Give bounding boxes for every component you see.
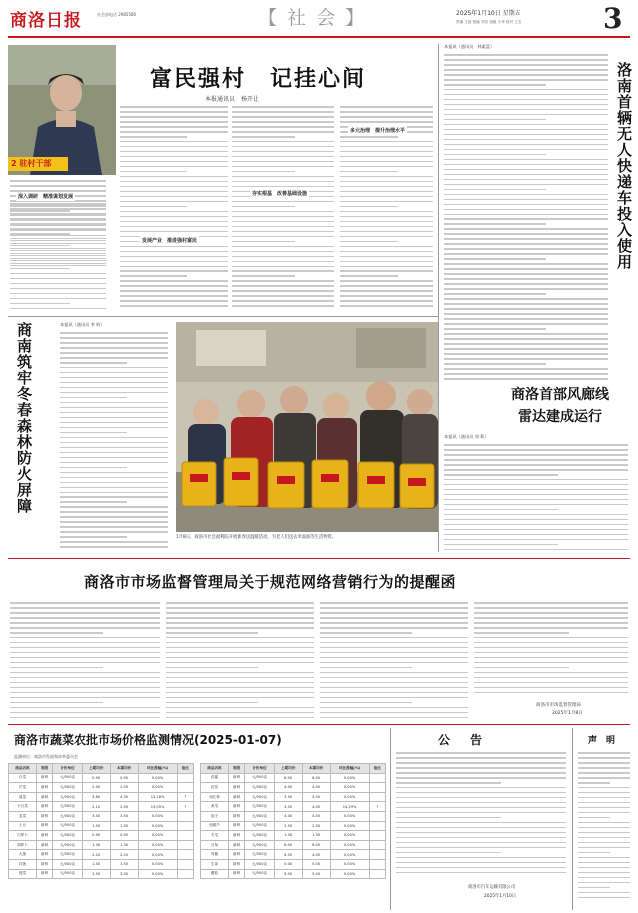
table-cell: 2.20 [110, 850, 138, 860]
table-cell: 0.90 [82, 773, 110, 783]
village-cadre-portrait [8, 45, 116, 175]
table-cell: 0.00% [330, 831, 369, 841]
notice-col1 [10, 602, 160, 722]
table-cell: 大葱 [9, 850, 37, 860]
table-cell: 0.00% [138, 840, 177, 850]
right-header-4: 本期均价 [302, 764, 330, 774]
table-cell: 新鲜 [228, 811, 244, 821]
table-cell: 0.00% [330, 840, 369, 850]
right-header-3: 上期均价 [274, 764, 302, 774]
table-cell: 3.50 [274, 792, 302, 802]
table-cell: 0.00% [330, 850, 369, 860]
table-cell: 3.50 [302, 792, 330, 802]
table-cell: 生姜 [201, 859, 229, 869]
table-row [201, 859, 386, 869]
table-cell: 元/500克 [53, 811, 82, 821]
table-cell: 元/500克 [245, 869, 274, 879]
table-cell: 0.00% [138, 831, 177, 841]
table-row [9, 811, 194, 821]
table-cell: 茄子 [201, 811, 229, 821]
main-article-col4 [340, 106, 433, 311]
table-cell [177, 831, 193, 841]
welfare-home-photo [176, 322, 438, 532]
announcement-date: 2025年1月10日 [484, 894, 517, 899]
table-cell: 韭菜 [9, 811, 37, 821]
table-row [201, 783, 386, 793]
table-cell: 5.00 [274, 859, 302, 869]
table-cell: 西葫芦 [201, 821, 229, 831]
table-cell [369, 859, 385, 869]
table-cell: 元/500克 [245, 840, 274, 850]
table-cell: 元/500克 [53, 850, 82, 860]
table-cell: 1.50 [110, 821, 138, 831]
table-cell: 2.50 [274, 821, 302, 831]
table-cell: 元/500克 [245, 831, 274, 841]
table-cell: 新鲜 [228, 821, 244, 831]
table-cell [369, 792, 385, 802]
table-cell: 黄瓜 [201, 802, 229, 812]
table-row [201, 792, 386, 802]
forest-article-text [60, 332, 168, 554]
table-cell: 蒜薹 [201, 773, 229, 783]
table-cell: 元/500克 [245, 821, 274, 831]
table-cell: 2.10 [82, 802, 110, 812]
table-row [9, 831, 194, 841]
corridor-article-text [444, 444, 628, 552]
table-row [9, 792, 194, 802]
statement-divider [572, 728, 573, 910]
table-cell [369, 840, 385, 850]
table-cell: ↑ [369, 802, 385, 812]
table-cell: 3.50 [82, 869, 110, 879]
photo-caption: 1月8日，商洛市社会福利院开展新春送温暖活动，为老人们送去米面油等生活物资。 [176, 535, 337, 540]
table-cell: 蘑菇 [201, 869, 229, 879]
left-header-4: 本期均价 [110, 764, 138, 774]
subhead-research: 深入调研 精准谋划发展 [18, 194, 74, 200]
table-cell: 1.50 [110, 859, 138, 869]
table-cell: 元/500克 [53, 831, 82, 841]
table-cell: 3.50 [110, 811, 138, 821]
table-cell: 6.00 [302, 773, 330, 783]
left-header-2: 计价单位 [53, 764, 82, 774]
table-cell: 6.00 [302, 840, 330, 850]
table-cell: 元/500克 [53, 840, 82, 850]
table-cell: 元/500克 [53, 773, 82, 783]
table-cell: 0.00% [330, 792, 369, 802]
table-row [9, 859, 194, 869]
announcement-signature: 商洛市汽车运输有限公司 [468, 885, 516, 890]
announcement-title: 公 告 [438, 733, 487, 747]
subhead-industry: 发展产业 推进强村富民 [142, 238, 198, 244]
table-row [201, 802, 386, 812]
table-cell: 新鲜 [36, 783, 52, 793]
section-title: 【 社 会 】 [258, 7, 367, 29]
table-cell: 新鲜 [228, 869, 244, 879]
table-cell: 0.00% [330, 869, 369, 879]
table-row [201, 811, 386, 821]
left-header-5: 环比涨幅(%) [138, 764, 177, 774]
table-cell: 2.00 [110, 783, 138, 793]
table-cell: 元/500克 [245, 850, 274, 860]
table-cell: 0.00% [138, 850, 177, 860]
table-cell: 芹菜 [9, 783, 37, 793]
price-table-title: 商洛市蔬菜农批市场价格监测情况(2025-01-07) [14, 733, 282, 747]
table-row [9, 850, 194, 860]
table-cell: 菠菜 [9, 792, 37, 802]
table-cell: 元/500克 [53, 869, 82, 879]
table-cell: 新鲜 [36, 821, 52, 831]
right-header-6: 备注 [369, 764, 385, 774]
table-cell [177, 821, 193, 831]
table-cell: 1.50 [82, 859, 110, 869]
table-cell [369, 831, 385, 841]
table-cell: 土豆 [9, 821, 37, 831]
table-row [9, 821, 194, 831]
table-cell: 2.00 [82, 783, 110, 793]
table-row [9, 802, 194, 812]
table-row [201, 840, 386, 850]
table-cell: 元/500克 [53, 792, 82, 802]
notice-col2 [166, 602, 314, 722]
table-cell: 0.90 [82, 831, 110, 841]
table-cell: 西红柿 [201, 792, 229, 802]
table-cell: 元/500克 [245, 802, 274, 812]
table-cell: 胡萝卜 [9, 840, 37, 850]
table-cell: 1.50 [82, 821, 110, 831]
masthead-editors: 责编 王茹 校编 刘芳 组版 小华 校对 王宝 [456, 20, 522, 24]
masthead [0, 0, 638, 38]
table-cell: 5.00 [302, 859, 330, 869]
table-cell: 1.30 [302, 831, 330, 841]
notice-headline: 商洛市市场监督管理局关于规范网络营销行为的提醒函 [84, 573, 457, 591]
table-cell [177, 783, 193, 793]
table-cell: 0.00% [330, 859, 369, 869]
masthead-rule [8, 36, 630, 38]
table-cell: 新鲜 [36, 802, 52, 812]
table-cell: 莲菜 [9, 869, 37, 879]
table-cell [369, 773, 385, 783]
table-cell: 元/500克 [53, 859, 82, 869]
table-cell: 3.50 [110, 869, 138, 879]
table-cell: 元/500克 [245, 792, 274, 802]
table-cell: 元/500克 [53, 821, 82, 831]
main-headline: 富民强村 记挂心间 [150, 67, 367, 92]
table-cell: 4.00 [302, 783, 330, 793]
table-cell: 小白菜 [9, 802, 37, 812]
table-cell: 新鲜 [36, 840, 52, 850]
statement-text [578, 752, 630, 902]
page-number: 3 [603, 2, 623, 35]
delivery-byline: 本报讯（通讯员 林素蓝） [444, 44, 495, 49]
main-article-col2 [120, 106, 228, 311]
table-cell [369, 869, 385, 879]
table-cell: 0.00% [138, 859, 177, 869]
corridor-headline: 商洛首部风廊线雷达建成运行 [511, 387, 609, 425]
table-cell: 1.30 [82, 840, 110, 850]
table-cell: 0.00% [138, 869, 177, 879]
table-cell: 新鲜 [36, 859, 52, 869]
table-cell: 14.29% [330, 802, 369, 812]
table-cell [177, 869, 193, 879]
right-header-1: 等级 [228, 764, 244, 774]
table-cell: 元/500克 [53, 783, 82, 793]
table-cell: 0.00% [330, 773, 369, 783]
main-article-col1 [10, 203, 106, 313]
table-cell [177, 840, 193, 850]
table-cell: 豆角 [201, 840, 229, 850]
left-header-6: 备注 [177, 764, 193, 774]
right-header-5: 环比涨幅(%) [330, 764, 369, 774]
table-cell [177, 859, 193, 869]
issue-date: 2025年1月10日 星期五 [456, 10, 521, 17]
table-cell: 0.00% [330, 783, 369, 793]
table-cell: 蒜苗 [201, 783, 229, 793]
statement-title: 声 明 [588, 736, 616, 746]
table-row [201, 821, 386, 831]
table-cell: 0.00% [330, 811, 369, 821]
notice-col4 [474, 602, 628, 698]
table-row [9, 869, 194, 879]
notice-date: 2025年1月8日 [552, 711, 583, 716]
table-cell: 新鲜 [36, 792, 52, 802]
table-row [9, 840, 194, 850]
table-cell: 0.90 [110, 773, 138, 783]
table-cell: 5.00 [302, 869, 330, 879]
table-cell: 4.00 [302, 850, 330, 860]
table-cell: 新鲜 [36, 869, 52, 879]
table-cell: 4.00 [302, 802, 330, 812]
table-cell: 6.00 [274, 773, 302, 783]
table-row [201, 869, 386, 879]
table-cell: 白菜 [9, 773, 37, 783]
table-cell: 新鲜 [228, 792, 244, 802]
newspaper-logo: 商洛日报 [10, 11, 82, 31]
table-cell: 2.50 [110, 802, 138, 812]
delivery-article-text [444, 54, 608, 384]
table-cell: 0.00% [330, 821, 369, 831]
table-cell: 0.00% [138, 773, 177, 783]
forest-byline: 本报讯（通讯员 李 昀） [60, 322, 105, 327]
table-row [9, 773, 194, 783]
table-cell [177, 850, 193, 860]
table-cell: 4.30 [110, 792, 138, 802]
forest-divider [8, 316, 438, 317]
table-cell: 0.00% [138, 811, 177, 821]
table-cell [177, 773, 193, 783]
table-cell: 0.90 [110, 831, 138, 841]
table-cell: 0.00% [138, 783, 177, 793]
left-header-3: 上期均价 [82, 764, 110, 774]
price-table-subtitle: 监测单位：商洛市发展和改革委员会 [14, 754, 78, 759]
table-cell: 4.00 [274, 850, 302, 860]
notice-col3 [320, 602, 468, 722]
left-header-1: 等级 [36, 764, 52, 774]
table-cell: 13.16% [138, 792, 177, 802]
table-cell: 元/500克 [245, 783, 274, 793]
table-cell: 19.05% [138, 802, 177, 812]
table-cell: 元/500克 [53, 802, 82, 812]
table-cell: 3.80 [82, 792, 110, 802]
table-top-rule [8, 724, 630, 725]
price-table-left [8, 763, 194, 879]
forest-headline: 商南筑牢冬春森林防火屏障 [15, 322, 33, 514]
table-cell: 2.20 [82, 850, 110, 860]
table-cell: 元/500克 [245, 773, 274, 783]
delivery-headline: 洛南首辆无人快递车投入使用 [615, 62, 633, 270]
table-cell: 新鲜 [36, 773, 52, 783]
corridor-byline: 本报讯（通讯员 刘 莉） [444, 434, 489, 439]
table-cell: 元/500克 [245, 811, 274, 821]
price-table-right [200, 763, 386, 879]
table-cell: 元/500克 [245, 859, 274, 869]
main-article-col3 [232, 106, 334, 311]
table-cell: 新鲜 [228, 802, 244, 812]
table-cell: 新鲜 [228, 783, 244, 793]
table-row [201, 831, 386, 841]
table-cell: 新鲜 [228, 850, 244, 860]
table-cell: 4.00 [274, 811, 302, 821]
table-row [201, 850, 386, 860]
table-cell: 0.00% [138, 821, 177, 831]
table-cell: 1.30 [274, 831, 302, 841]
table-cell: 1.30 [110, 840, 138, 850]
subhead-infrastructure: 夯实根基 改善基础设施 [252, 191, 308, 197]
main-byline: 本报通讯员 杨开让 [205, 96, 260, 103]
table-row [201, 773, 386, 783]
table-cell: 新鲜 [228, 831, 244, 841]
right-header-0: 商品名称 [201, 764, 229, 774]
table-row [9, 783, 194, 793]
table-cell: 新鲜 [228, 840, 244, 850]
notice-signature: 商洛市市场监督管理局 [536, 703, 581, 708]
table-cell: 5.00 [274, 869, 302, 879]
table-cell: 3.50 [82, 811, 110, 821]
notice-top-rule [8, 558, 630, 559]
table-cell: 青椒 [201, 850, 229, 860]
table-cell: 冬瓜 [201, 831, 229, 841]
table-cell: 新鲜 [228, 859, 244, 869]
announcement-text [396, 752, 566, 878]
table-cell [369, 850, 385, 860]
table-cell: 3.50 [274, 802, 302, 812]
table-cell: 4.00 [274, 783, 302, 793]
announcement-divider [390, 728, 391, 910]
table-cell: 新鲜 [36, 850, 52, 860]
table-cell [369, 783, 385, 793]
table-cell: 6.00 [274, 840, 302, 850]
table-cell [369, 811, 385, 821]
table-cell: 2.50 [302, 821, 330, 831]
table-cell: 白萝卜 [9, 831, 37, 841]
table-cell: 新鲜 [228, 773, 244, 783]
table-cell [177, 811, 193, 821]
resident-cadre-badge: 2 驻村干部 [8, 157, 68, 171]
right-column-divider [438, 44, 439, 552]
masthead-phone: 社会部电话 2985580 [97, 12, 137, 17]
table-cell: 4.00 [302, 811, 330, 821]
subhead-governance: 多元治理 提升治理水平 [350, 128, 406, 134]
table-cell: 新鲜 [36, 811, 52, 821]
left-header-0: 商品名称 [9, 764, 37, 774]
table-cell: ↑ [177, 802, 193, 812]
table-cell: ↑ [177, 792, 193, 802]
right-header-2: 计价单位 [245, 764, 274, 774]
table-cell: 洋葱 [9, 859, 37, 869]
table-cell [369, 821, 385, 831]
table-cell: 新鲜 [36, 831, 52, 841]
